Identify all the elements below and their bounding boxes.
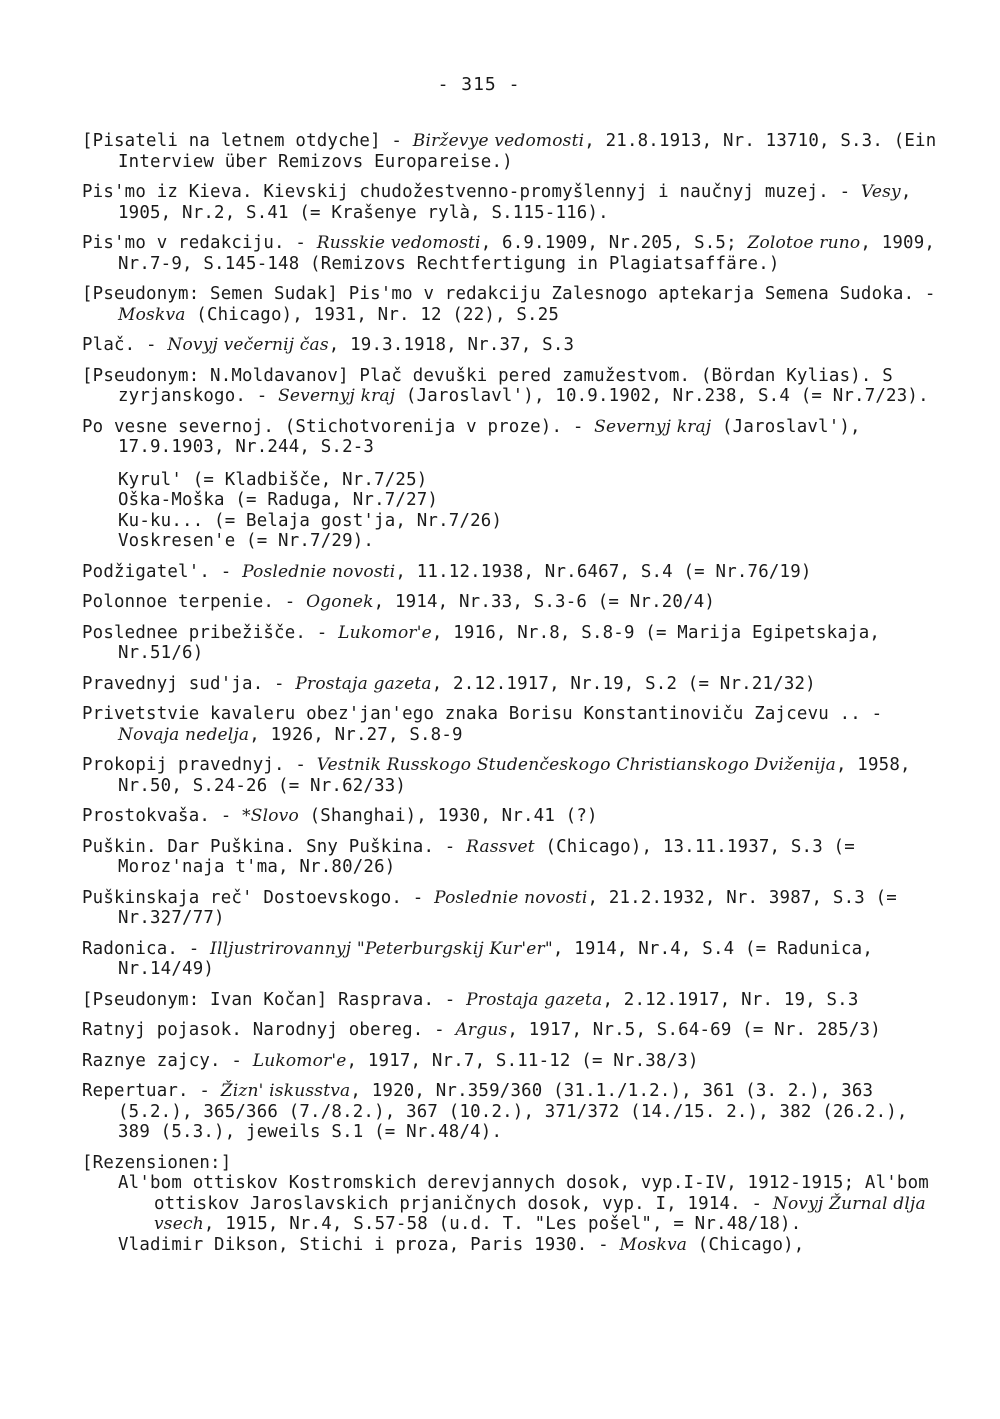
entry-text: [Pisateli na letnem otdyche] - — [82, 131, 413, 151]
bibliography-entry — [82, 806, 942, 827]
source-title: Vesy — [860, 182, 901, 202]
source-title: Rassvet — [466, 836, 535, 857]
entry-text: , 6.9.1909, Nr.205, S.5; — [480, 233, 748, 253]
entry-text: Prokopij pravednyj. - — [82, 755, 317, 775]
entry-text: (Chicago), 13.11.1937, S.3 (= Moroz'naja t'ma, Nr.80/26) — [118, 836, 855, 877]
bibliography-entry — [82, 562, 942, 583]
source-title: Novyj Žurnal dlja vsech — [154, 1193, 926, 1234]
source-title: Argus — [455, 1020, 508, 1040]
entry-text: , 1909, Nr.7-9, S.145-148 (Remizovs Rechtfertigung in Plagiatsaffäre.) — [118, 233, 936, 274]
bibliography-entry — [82, 592, 942, 613]
bibliography-entry — [82, 182, 942, 223]
source-title: Poslednie novosti — [242, 561, 396, 582]
sub-entry-list — [118, 470, 942, 552]
bibliography-entry — [82, 1051, 942, 1072]
entry-text: Podžigatel'. - — [82, 561, 243, 582]
entry-text: Al'bom ottiskov Kostromskich derevjannych dosok, vyp.I-IV, 1912-1915; Al'bom ottiskov Jaroslavskich prjaničnych dosok, vyp. I, 1914. - — [118, 1173, 929, 1214]
source-title: Ogonek — [306, 592, 374, 612]
bibliography-entry — [118, 1173, 942, 1235]
entry-text: (Jaroslavl'), 10.9.1902, Nr.238, S.4 (= Nr.7/23). — [395, 386, 929, 406]
entry-text: (Chicago), 1931, Nr. 12 (22), S.25 — [185, 304, 560, 325]
entry-text: Radonica. - — [82, 938, 211, 959]
source-title: Prostaja gazeta — [295, 673, 432, 694]
bibliography-entry: Po vesne severnoj. (Stichotvorenija v proze). - Severnyj kraj (Jaroslavl'), 17.9.1903, Nr.244, S.2-3 — [82, 416, 861, 457]
source-title: Novyj večernij čas — [167, 335, 329, 355]
entry-text: , 1914, Nr.4, S.4 (= Radunica, Nr.14/49) — [118, 938, 873, 979]
source-title: Prostaja gazeta — [466, 989, 603, 1010]
entry-text: [Pseudonym: N.Moldavanov] Plač devuški pered zamužestvom. (Bördan Kylias). S zyrjanskogo. - — [82, 365, 893, 406]
entry-text: Pis'mo v redakciju. - — [82, 233, 317, 253]
sub-entry: Ku-ku... (= Belaja gost'ja, Nr.7/26) — [118, 510, 503, 531]
source-title: Poslednie novosti — [434, 887, 588, 908]
sub-entry: Kyrul' (= Kladbišče, Nr.7/25) — [118, 469, 428, 490]
source-title: *Slovo — [242, 806, 299, 826]
source-title: Moskva — [619, 1234, 688, 1255]
entry-text: Pis'mo iz Kieva. Kievskij chudožestvenno-promyšlennyj i naučnyj muzej. - — [82, 182, 861, 202]
bibliography-entry — [82, 335, 942, 356]
entry-text: [Pseudonym: Semen Sudak] Pis'mo v redakciju Zalesnogo aptekarja Semena Sudoka. - — [82, 284, 936, 304]
sub-entry: Voskresen'e (= Nr.7/29). — [118, 531, 375, 551]
entry-text: Privetstvie kavaleru obez'jan'ego znaka Borisu Konstantinoviču Zajcevu .. - — [82, 704, 883, 724]
bibliography-entry — [82, 990, 942, 1011]
source-title: Moskva — [118, 304, 186, 325]
source-title: Novaja nedelja — [118, 724, 250, 745]
entry-text: , 1905, Nr.2, S.41 (= Krašenye rylà, S.115-116). — [118, 182, 912, 223]
bibliography-entry — [82, 704, 942, 745]
bibliography-entry — [82, 837, 942, 878]
entry-text: , 2.12.1917, Nr. 19, S.3 — [602, 989, 859, 1010]
entry-text: , 1920, Nr.359/360 (31.1./1.2.), 361 (3. 2.), 363 (5.2.), 365/366 (7./8.2.), 367 (10.2.), 371/372 (14./15. 2.), 382 (26.2.), 389 (5.3.), jeweils S.1 (= Nr.48/4). — [118, 1081, 908, 1142]
entry-text: Polonnoe terpenie. - — [82, 592, 307, 612]
entry-group-po-vesne — [82, 417, 942, 552]
bibliography-entry — [82, 674, 942, 695]
entry-text: , 1926, Nr.27, S.8-9 — [249, 724, 463, 745]
sub-entry: Oška-Moška (= Raduga, Nr.7/27) — [118, 490, 439, 510]
entry-text: , 1958, Nr.50, S.24-26 (= Nr.62/33) — [118, 755, 911, 796]
source-title: Russkie vedomosti — [316, 233, 481, 253]
entry-text: Repertuar. - — [82, 1081, 221, 1101]
page-number: - 315 - — [437, 74, 521, 95]
source-title: Žizn' iskusstva — [220, 1081, 351, 1101]
bibliography-entry — [82, 888, 942, 929]
entry-text: (Chicago), — [687, 1234, 805, 1255]
entry-text: Raznye zajcy. - — [82, 1050, 253, 1071]
entry-text: Pravednyj sud'ja. - — [82, 673, 296, 694]
source-title: Lukomor'e — [338, 622, 432, 643]
entry-text: Puškin. Dar Puškina. Sny Puškina. - — [82, 836, 467, 857]
source-title: Zolotoe runo — [747, 233, 861, 253]
entry-text: , 11.12.1938, Nr.6467, S.4 (= Nr.76/19) — [395, 561, 812, 582]
entry-text: , 1917, Nr.5, S.64-69 (= Nr. 285/3) — [507, 1020, 881, 1040]
entry-text: Poslednee pribežišče. - — [82, 622, 339, 643]
entry-text: Puškinskaja reč' Dostoevskogo. - — [82, 887, 435, 908]
entry-text: Prostokvaša. - — [82, 806, 243, 826]
bibliography-entry — [82, 366, 942, 407]
bibliography-list — [82, 131, 942, 1255]
entry-text: Ratnyj pojasok. Narodnyj obereg. - — [82, 1020, 456, 1040]
bibliography-entry — [82, 939, 942, 980]
source-title: Severnyj kraj — [278, 386, 396, 406]
source-title: Illjustrirovannyj "Peterburgskij Kur'er" — [210, 938, 553, 959]
entry-text: , 2.12.1917, Nr.19, S.2 (= Nr.21/32) — [431, 673, 816, 694]
source-title: Birževye vedomosti — [412, 131, 585, 151]
bibliography-entry — [82, 233, 942, 274]
bibliography-entry — [82, 623, 942, 664]
bibliography-entry — [82, 1081, 942, 1143]
source-title: Lukomor'e — [252, 1050, 347, 1071]
entry-text: , 1917, Nr.7, S.11-12 (= Nr.38/3) — [346, 1050, 699, 1071]
entry-text: (Shanghai), 1930, Nr.41 (?) — [298, 806, 598, 826]
entry-text: [Pseudonym: Ivan Kočan] Rasprava. - — [82, 989, 467, 1010]
source-title: Vestnik Russkogo Studenčeskogo Christianskogo Dviženija — [316, 755, 836, 775]
entry-text: Vladimir Dikson, Stichi i proza, Paris 1930. - — [118, 1234, 620, 1255]
bibliography-entry — [82, 1020, 942, 1041]
entry-text: , 19.3.1918, Nr.37, S.3 — [328, 335, 575, 355]
bibliography-entry — [82, 131, 942, 172]
entry-text: , 21.8.1913, Nr. 13710, S.3. (Ein Interview über Remizovs Europareise.) — [118, 131, 937, 172]
entry-text: , 1914, Nr.33, S.3-6 (= Nr.20/4) — [373, 592, 716, 612]
bibliography-entry — [118, 1235, 942, 1256]
reviews-list — [118, 1173, 942, 1255]
entry-text: Plač. - — [82, 335, 168, 355]
entry-text: , 1916, Nr.8, S.8-9 (= Marija Egipetskaja, Nr.51/6) — [118, 622, 881, 663]
bibliography-entry — [82, 284, 942, 325]
bibliography-entry — [82, 755, 942, 796]
entry-text: , 21.2.1932, Nr. 3987, S.3 (= Nr.327/77) — [118, 887, 897, 928]
entry-text: , 1915, Nr.4, S.57-58 (u.d. T. "Les pošel", = Nr.48/18). — [203, 1214, 802, 1234]
reviews-heading: [Rezensionen:] — [82, 1152, 232, 1173]
